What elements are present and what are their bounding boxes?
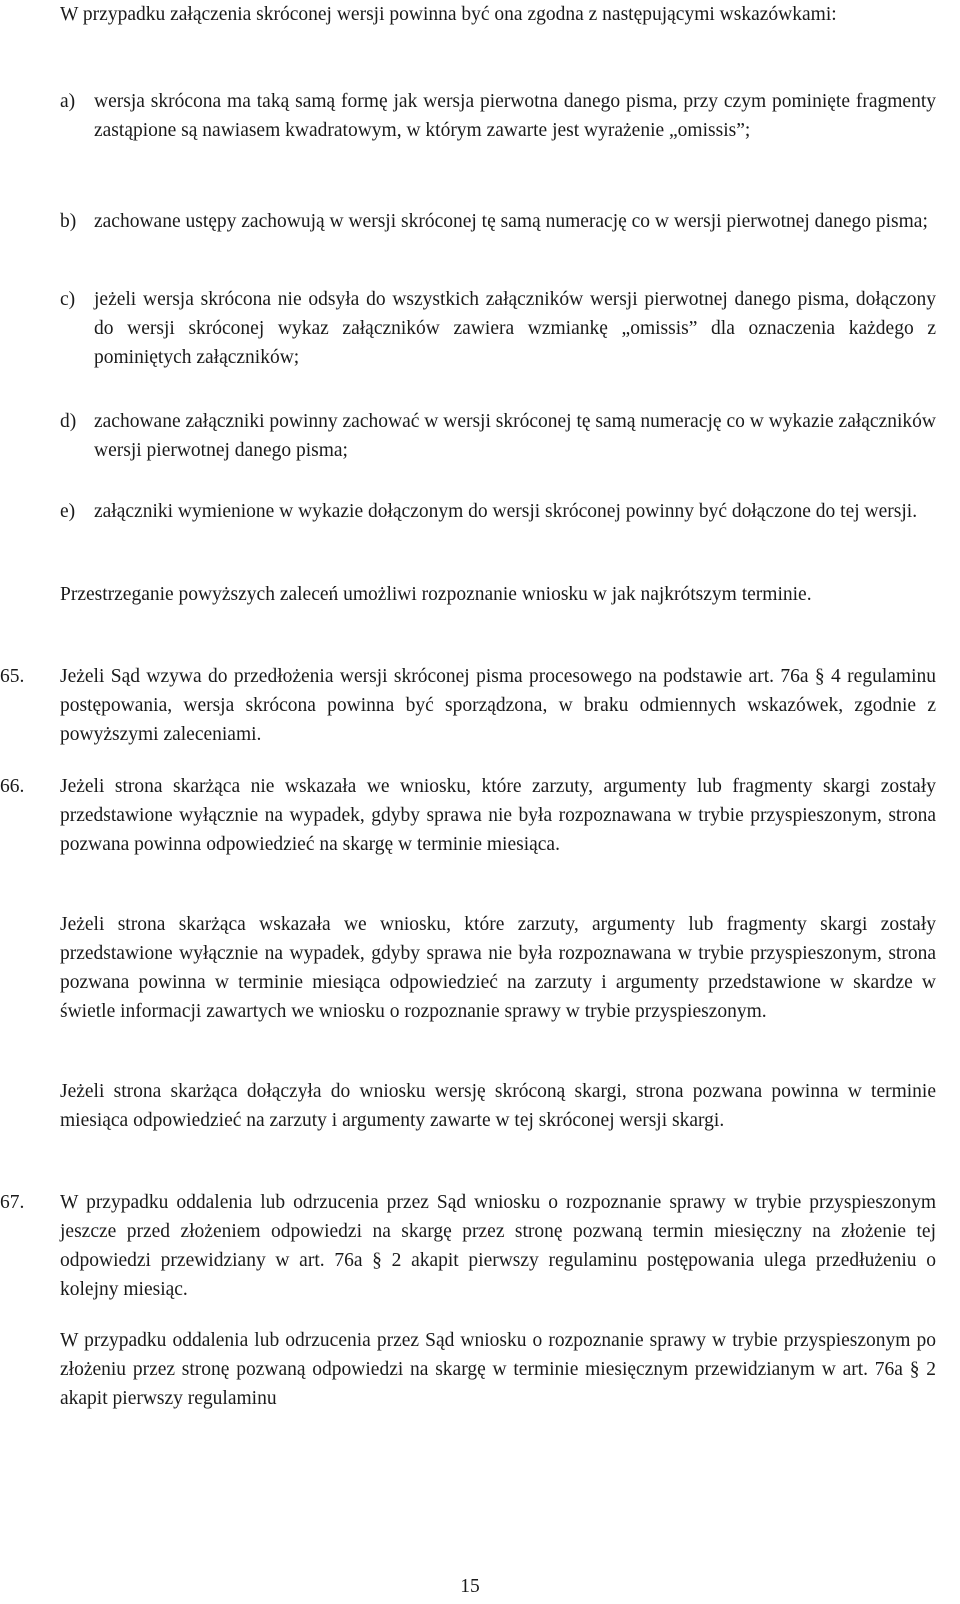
- section-paragraph: Jeżeli Sąd wzywa do przedłożenia wersji skróconej pisma procesowego na podstawie art. 76a § 4 regulaminu postępowania, wersja skrócona powinna być sporządzona, w braku odmiennych wskazówek, zgodnie z powyższymi zaleceniami.: [60, 666, 936, 745]
- section-66: [0, 772, 936, 859]
- guideline-text: załączniki wymienione w wykazie dołączonym do wersji skróconej powinny być dołączone do tej wersji.: [94, 501, 918, 522]
- section-66-paragraph-3: Jeżeli strona skarżąca dołączyła do wniosku wersję skróconą skargi, strona pozwana powinna w terminie miesiąca odpowiedzieć na zarzuty i argumenty zawarte w tej skróconej wersji skargi.: [60, 1081, 936, 1131]
- guideline-label: c): [60, 289, 76, 310]
- guideline-text: wersja skrócona ma taką samą formę jak wersja pierwotna danego pisma, przy czym pominięte fragmenty zastąpione są nawiasem kwadratowym, w którym zawarte jest wyrażenie „omissis”;: [94, 91, 936, 141]
- guideline-item-a: [60, 87, 936, 145]
- closing-paragraph: Przestrzeganie powyższych zaleceń umożliwi rozpoznanie wniosku w jak najkrótszym terminie.: [60, 584, 812, 605]
- section-66-paragraph-2: Jeżeli strona skarżąca wskazała we wniosku, które zarzuty, argumenty lub fragmenty skargi zostały przedstawione wyłącznie na wypadek, gdyby sprawa nie była rozpoznawana w trybie przyspieszonym, strona pozwana powinna w terminie miesiąca odpowiedzieć na zarzuty i argumenty przedstawione w skardze w świetle informacji zawartych we wniosku o rozpoznanie sprawy w trybie przyspieszonym.: [60, 914, 936, 1022]
- section-67: [0, 1188, 936, 1304]
- guideline-text: zachowane ustępy zachowują w wersji skróconej tę samą numerację co w wersji pierwotnej danego pisma;: [94, 211, 928, 232]
- section-paragraph: W przypadku oddalenia lub odrzucenia przez Sąd wniosku o rozpoznanie sprawy w trybie przyspieszonym jeszcze przed złożeniem odpowiedzi na skargę przez stronę pozwaną termin miesięczny na złożenie tej odpowiedzi przewidziany w art. 76a § 2 akapit pierwszy regulaminu postępowania ulega przedłużeniu o kolejny miesiąc.: [60, 1192, 936, 1300]
- guideline-item-c: [60, 285, 936, 372]
- intro-paragraph: W przypadku załączenia skróconej wersji powinna być ona zgodna z następującymi wskazówkami:: [60, 4, 837, 25]
- section-number: 65.: [0, 666, 25, 687]
- guideline-label: d): [60, 411, 77, 432]
- page-number: 15: [460, 1576, 480, 1597]
- guideline-label: e): [60, 501, 76, 522]
- guideline-label: b): [60, 211, 77, 232]
- guideline-item-d: [60, 407, 936, 465]
- guideline-item-e: [60, 497, 936, 526]
- section-number: 66.: [0, 776, 25, 797]
- guideline-text: zachowane załączniki powinny zachować w wersji skróconej tę samą numerację co w wykazie załączników wersji pierwotnej danego pisma;: [94, 411, 936, 461]
- guideline-text: jeżeli wersja skrócona nie odsyła do wszystkich załączników wersji pierwotnej danego pisma, dołączony do wersji skróconej wykaz załączników zawiera wzmiankę „omissis” dla oznaczenia każdego z pominiętych załączników;: [94, 289, 936, 368]
- guideline-item-b: [60, 207, 936, 236]
- guideline-label: a): [60, 91, 76, 112]
- section-65: [0, 662, 936, 749]
- section-number: 67.: [0, 1192, 25, 1213]
- section-paragraph: Jeżeli strona skarżąca nie wskazała we wniosku, które zarzuty, argumenty lub fragmenty skargi zostały przedstawione wyłącznie na wypadek, gdyby sprawa nie była rozpoznawana w trybie przyspieszonym, strona pozwana powinna odpowiedzieć na skargę w terminie miesiąca.: [60, 776, 936, 855]
- section-67-paragraph-2: W przypadku oddalenia lub odrzucenia przez Sąd wniosku o rozpoznanie sprawy w trybie przyspieszonym po złożeniu przez stronę pozwaną odpowiedzi na skargę w terminie miesięcznym przewidzianym w art. 76a § 2 akapit pierwszy regulaminu: [60, 1330, 936, 1409]
